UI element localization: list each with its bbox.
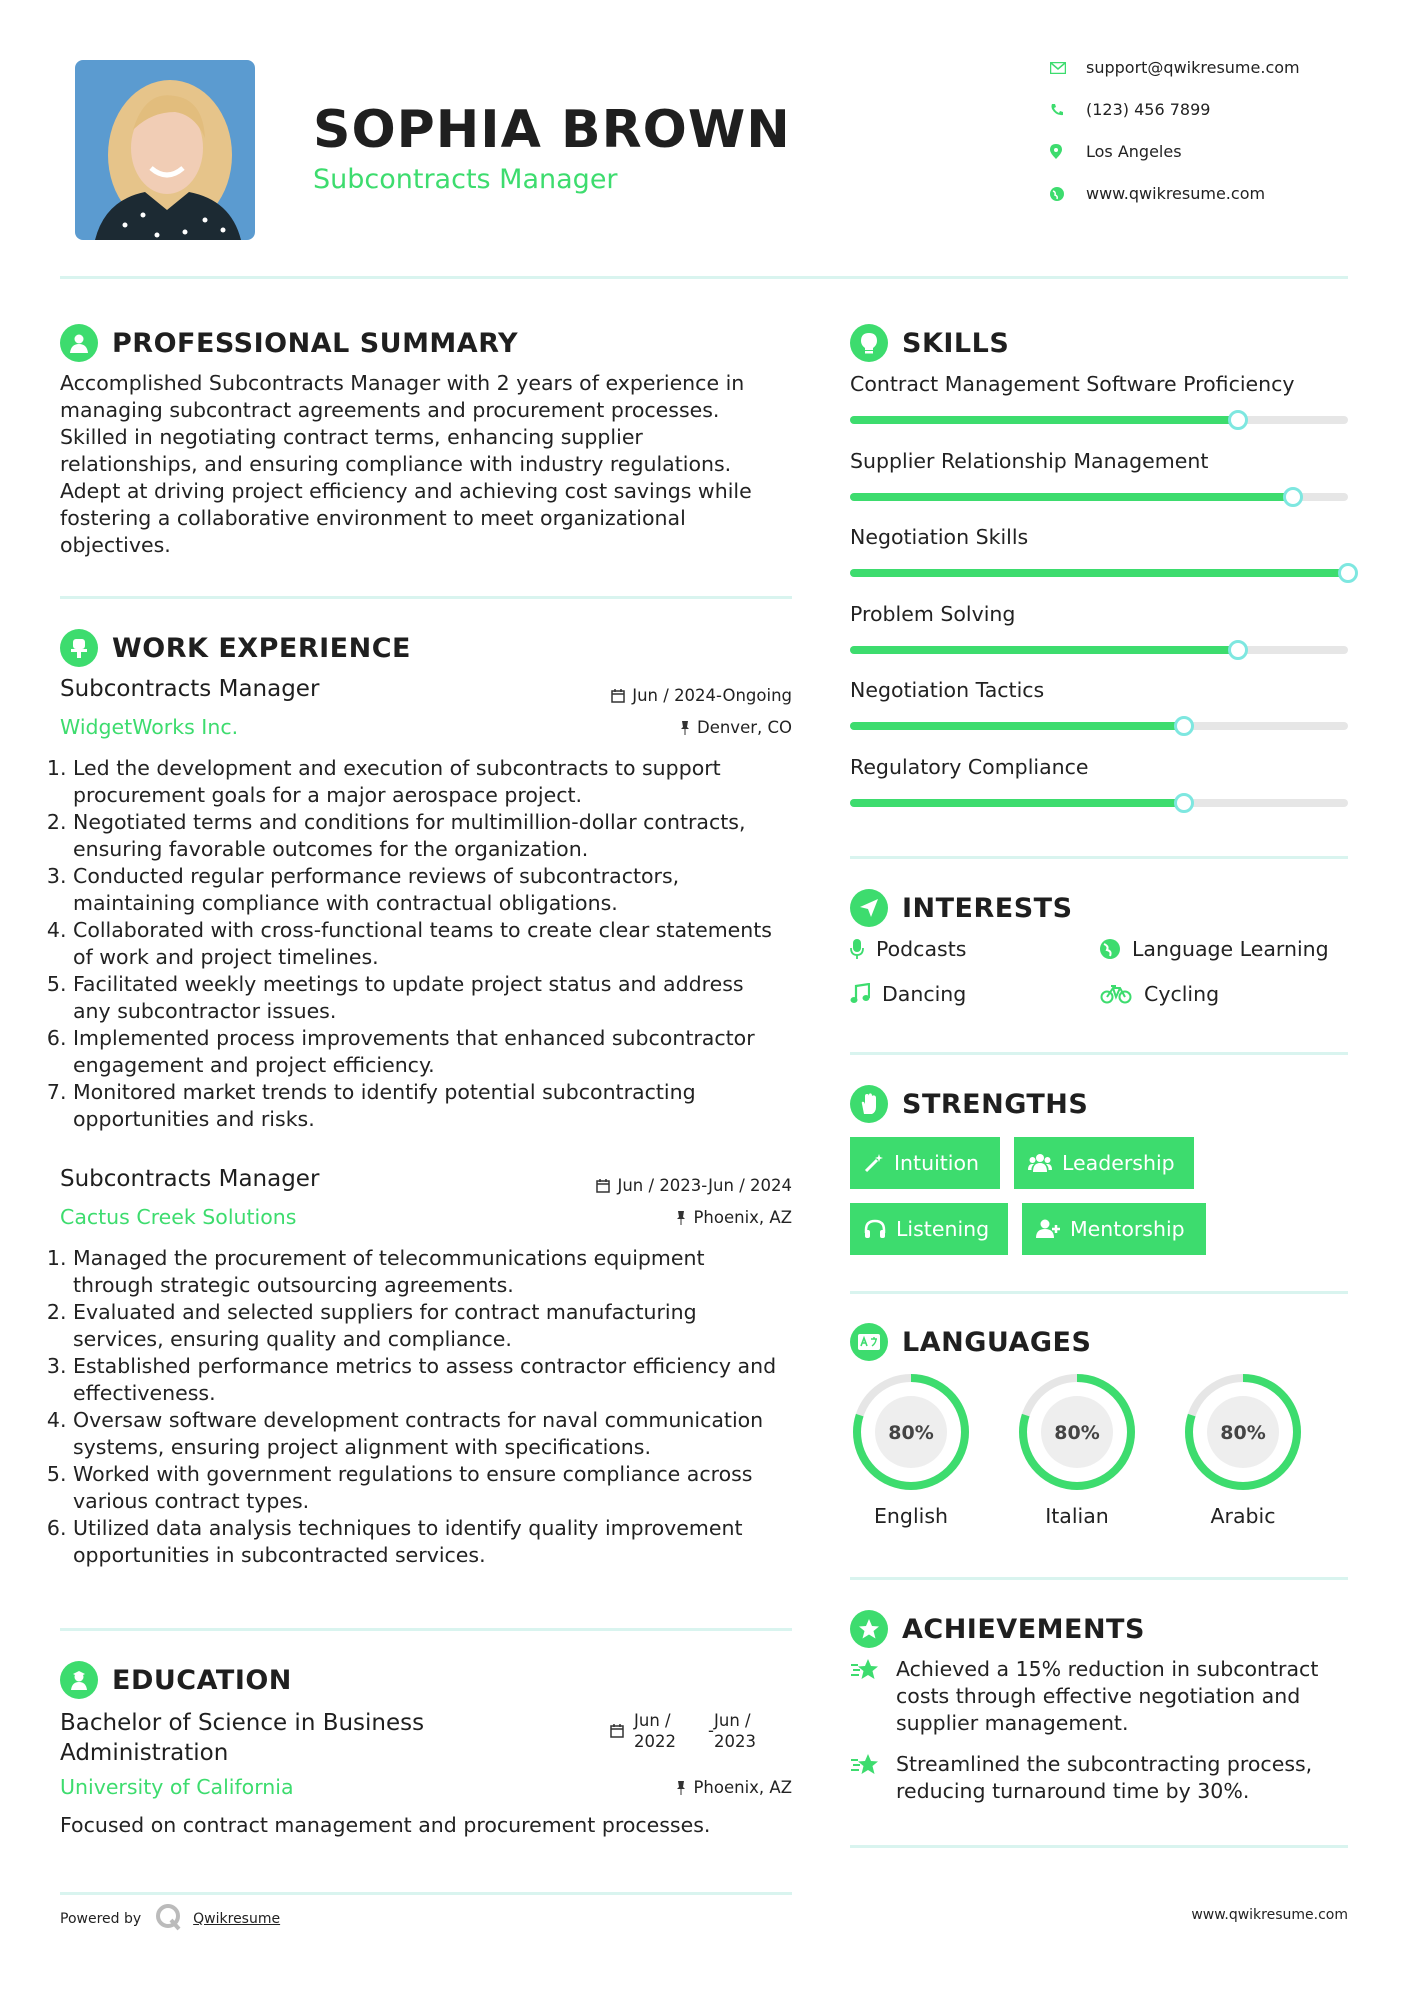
skill-bar-fill [850, 722, 1184, 730]
strength-tag: Leadership [1014, 1137, 1194, 1189]
interests-divider [850, 1052, 1348, 1055]
language-percent: 80% [1220, 1422, 1266, 1444]
list-item: 5. Worked with government regulations to ensure compliance across various contract types. [73, 1461, 800, 1515]
company-name: WidgetWorks Inc. [60, 715, 239, 739]
skill-bar [850, 493, 1348, 501]
phone-icon [1050, 103, 1086, 117]
experience-divider [60, 1628, 792, 1631]
interest-item: Cycling [1100, 982, 1219, 1006]
contact-email[interactable] [1050, 58, 1300, 77]
phone-text: (123) 456 7899 [1086, 100, 1211, 119]
job-date: Jun / 2024-Ongoing [560, 686, 792, 705]
strengths-divider [850, 1291, 1348, 1294]
skill-bar [850, 799, 1348, 807]
skill-bar-fill [850, 799, 1184, 807]
star-badge-icon [850, 1610, 888, 1648]
list-item: 4. Collaborated with cross-functional teams to create clear statements of work and project timelines. [73, 917, 800, 971]
language-name: Italian [1045, 1504, 1109, 1528]
qwikresume-logo-icon [155, 1903, 183, 1935]
headphones-icon [864, 1219, 886, 1239]
interests-heading: INTERESTS [850, 889, 1073, 927]
list-item: 4. Oversaw software development contracts for naval communication systems, ensuring project alignment with specifications. [73, 1407, 800, 1461]
pushpin-icon [676, 1781, 686, 1795]
strength-tag: Listening [850, 1203, 1008, 1255]
interest-item: Language Learning [1100, 937, 1329, 961]
skills-heading: SKILLS [850, 324, 1009, 362]
magic-wand-icon [864, 1153, 884, 1173]
language-percent: 80% [888, 1422, 934, 1444]
chair-icon [60, 629, 98, 667]
skill-label: Negotiation Skills [850, 525, 1029, 549]
interest-item: Dancing [850, 982, 966, 1006]
list-item: 2. Negotiated terms and conditions for multimillion-dollar contracts, ensuring favorable outcomes for the organization. [73, 809, 800, 863]
skills-divider [850, 856, 1348, 859]
skill-bar-knob [1338, 563, 1358, 583]
globe-icon [1050, 187, 1086, 201]
achievements-divider [850, 1845, 1348, 1848]
language-ring [1181, 1370, 1305, 1494]
list-item: 7. Monitored market trends to identify potential subcontracting opportunities and risks. [73, 1079, 800, 1133]
education-heading: EDUCATION [60, 1661, 292, 1699]
list-item: 6. Implemented process improvements that enhanced subcontractor engagement and project efficiency. [73, 1025, 800, 1079]
list-item: 6. Utilized data analysis techniques to identify quality improvement opportunities in subcontracted services. [73, 1515, 800, 1569]
website-text: www.qwikresume.com [1086, 184, 1266, 203]
list-item: 5. Facilitated weekly meetings to update project status and address any subcontractor issues. [73, 971, 800, 1025]
strength-tag: Intuition [850, 1137, 1000, 1189]
skill-bar [850, 416, 1348, 424]
list-item: 1. Led the development and execution of subcontracts to support procurement goals for a major aerospace project. [73, 755, 800, 809]
list-item: 1. Managed the procurement of telecommunications equipment through strategic outsourcing agreements. [73, 1245, 800, 1299]
summary-text: Accomplished Subcontracts Manager with 2 years of experience in managing subcontract agreements and procurement processes. Skilled in negotiating contract terms, enhancing supplier relationships, and ensuring compliance with industry regulations. Adept at driving project efficiency and achieving cost savings while fostering a collaborative environment to meet organizational objectives. [60, 371, 752, 557]
achievement-item: Achieved a 15% reduction in subcontract costs through effective negotiation and supplier management. [850, 1656, 1350, 1737]
music-note-icon [850, 983, 870, 1005]
summary-divider [60, 596, 792, 599]
job-title: Subcontracts Manager [60, 1166, 320, 1192]
language-name: English [873, 1504, 949, 1528]
language-icon [850, 1323, 888, 1361]
job-responsibilities [55, 1245, 800, 1569]
skill-bar-knob [1174, 716, 1194, 736]
location-text: Los Angeles [1086, 142, 1182, 161]
pushpin-icon [680, 721, 690, 735]
education-location: Phoenix, AZ [560, 1778, 792, 1797]
company-name: Cactus Creek Solutions [60, 1205, 297, 1229]
envelope-icon [1050, 62, 1086, 74]
skill-bar-knob [1228, 640, 1248, 660]
bicycle-icon [1100, 984, 1132, 1004]
job-location: Denver, CO [560, 718, 792, 737]
list-item: 3. Conducted regular performance reviews of subcontractors, maintaining compliance with contractual obligations. [73, 863, 800, 917]
job-title: Subcontracts Manager [60, 676, 320, 702]
job-date: Jun / 2023-Jun / 2024 [540, 1176, 792, 1195]
skill-bar-knob [1174, 793, 1194, 813]
map-pin-icon [1050, 144, 1086, 159]
experience-heading: WORK EXPERIENCE [60, 629, 411, 667]
skill-label: Regulatory Compliance [850, 754, 1089, 779]
summary-heading: PROFESSIONAL SUMMARY [60, 324, 518, 362]
header-divider [60, 276, 1348, 279]
email-text: support@qwikresume.com [1086, 58, 1300, 77]
contact-website[interactable] [1050, 184, 1265, 203]
contact-phone[interactable] [1050, 100, 1210, 119]
skill-label: Contract Management Software Proficiency [850, 372, 1295, 396]
calendar-icon [611, 689, 625, 703]
skill-bar-fill [850, 646, 1238, 654]
list-item: 3. Established performance metrics to assess contractor efficiency and effectiveness. [73, 1353, 800, 1407]
hand-icon [850, 1085, 888, 1123]
achievements-heading: ACHIEVEMENTS [850, 1610, 1145, 1648]
star-icon [850, 1753, 882, 1777]
skill-bar [850, 569, 1348, 577]
skill-label: Supplier Relationship Management [850, 448, 1209, 473]
list-item: 2. Evaluated and selected suppliers for contract manufacturing services, ensuring quality and compliance. [73, 1299, 800, 1353]
profile-photo [75, 60, 255, 240]
interest-item: Podcasts [850, 937, 966, 961]
language-percent: 80% [1054, 1422, 1100, 1444]
skill-bar-fill [850, 493, 1293, 501]
school-name: University of California [60, 1775, 294, 1799]
education-date: Jun / 2022 - Jun / 2023 [610, 1710, 764, 1752]
candidate-name: SOPHIA BROWN [313, 100, 791, 160]
globe-icon [1100, 939, 1120, 959]
user-icon [60, 324, 98, 362]
qwikresume-link[interactable]: Qwikresume [193, 1911, 281, 1927]
pushpin-icon [676, 1211, 686, 1225]
skill-bar-fill [850, 416, 1238, 424]
strengths-heading: STRENGTHS [850, 1085, 1088, 1123]
achievement-item: Streamlined the subcontracting process, reducing turnaround time by 30%. [850, 1751, 1350, 1805]
languages-divider [850, 1577, 1348, 1580]
user-plus-icon [1036, 1219, 1060, 1239]
candidate-role: Subcontracts Manager [313, 164, 618, 195]
microphone-icon [850, 938, 864, 960]
graduate-icon [60, 1661, 98, 1699]
education-divider [60, 1892, 792, 1895]
skill-bar-knob [1283, 487, 1303, 507]
skill-bar [850, 646, 1348, 654]
job-responsibilities [55, 755, 800, 1133]
users-icon [1028, 1153, 1052, 1173]
calendar-icon [610, 1724, 624, 1738]
paper-plane-icon [850, 889, 888, 927]
language-name: Arabic [1210, 1504, 1276, 1528]
footer-website[interactable]: www.qwikresume.com [1191, 1907, 1348, 1923]
language-ring [1015, 1370, 1139, 1494]
skill-label: Negotiation Tactics [850, 678, 1045, 702]
footer-powered: Powered by Qwikresume [60, 1903, 280, 1935]
contact-location [1050, 142, 1182, 161]
job-location: Phoenix, AZ [560, 1208, 792, 1227]
language-ring [849, 1370, 973, 1494]
lightbulb-icon [850, 324, 888, 362]
skill-bar [850, 722, 1348, 730]
star-icon [850, 1658, 882, 1682]
calendar-icon [596, 1179, 610, 1193]
languages-heading: LANGUAGES [850, 1323, 1091, 1361]
skill-bar-knob [1228, 410, 1248, 430]
skill-label: Problem Solving [850, 601, 1016, 626]
skill-bar-fill [850, 569, 1348, 577]
strength-tag: Mentorship [1022, 1203, 1206, 1255]
degree-title: Bachelor of Science in Business Administration [60, 1710, 425, 1766]
education-description: Focused on contract management and procurement processes. [60, 1813, 711, 1837]
